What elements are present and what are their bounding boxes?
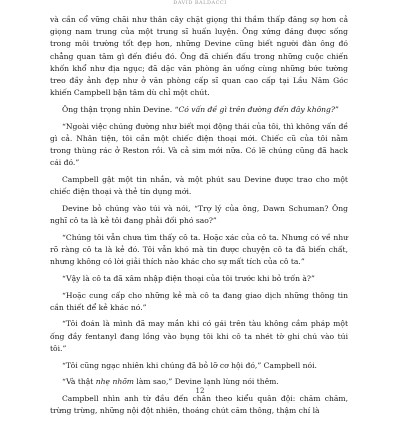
paragraph (50, 121, 348, 170)
paragraph-text: “Ngoài việc chúng đường như biết mọi động thái của tôi, thì không vấn đề gì cả. Nhân tiện, tôi cần một chiếc điện thoại mới. Chiếc cũ của tôi nằm trong thùng rác ở Reston rồi. Và cả sim mới nữa. Có lẽ chúng cũng đã hack cái đó.” (50, 121, 348, 168)
paragraph (50, 393, 348, 417)
paragraph (50, 273, 348, 285)
paragraph (50, 318, 348, 355)
paragraph-text: Campbell nhìn anh từ đầu đến chân theo kiểu quân đội: chăm chăm, trừng trừng, những nội đột nhiên, thoáng chút căm thông, thậm chí là (50, 393, 348, 416)
italic-text: nhẹ nhõm (95, 377, 135, 387)
paragraph-text: làm sao,” Devine lạnh lùng nói thêm. (134, 377, 279, 387)
paragraph-text: “Và thật (62, 377, 96, 387)
paragraph (50, 360, 348, 372)
italic-text: Có vấn đề gì trên đường đến đây không? (178, 104, 335, 114)
running-header: ĐAVID BALDACCI (173, 0, 227, 6)
paragraph (50, 203, 348, 227)
paragraph (50, 14, 348, 99)
paragraph (50, 290, 348, 314)
paragraph-text: “Tôi đoán là mình đã may mắn khi có gái trên tàu không cầm pháp một ống đầy fentanyl đang lồng vào bụng tôi khi cô ta nhét tờ ghi chú vào túi tôi.” (50, 319, 348, 353)
paragraph-text: “Vậy là cô ta đã xâm nhập điện thoại của tôi trước khi bỏ trốn à?” (62, 273, 315, 283)
paragraph-text: “Chúng tôi vẫn chưa tìm thấy cô ta. Hoặc xác của cô ta. Nhưng có về như rõ ràng cô ta là kẻ đó. Tôi vẫn khó mà tin được chuyện cô ta đã biến chất, nhưng không có lời giải thích nào khác cho sự mất tích của cô ta.” (50, 232, 348, 267)
paragraph-text: ” (334, 104, 339, 114)
paragraph-text: Devine bỏ chúng vào túi và nói, “Trợ lý của ông, Dawn Schuman? Ông nghĩ cô ta là kẻ tôi đang phải đối phó sao?” (50, 203, 348, 226)
paragraph-text: “Hoặc cung cấp cho những kẻ mà cô ta đang giao dịch những thông tin cần thiết để kẻ khác nó.” (50, 290, 348, 312)
paragraph (50, 104, 348, 116)
body-text (50, 14, 348, 422)
paragraph-text: Ông thận trọng nhìn Devine. “ (62, 104, 179, 114)
paragraph-text: “Tôi cũng ngạc nhiên khi chúng đã bỏ lỡ cơ hội đó,” Campbell nói. (62, 360, 317, 370)
paragraph (50, 232, 348, 269)
paragraph (50, 174, 348, 198)
paragraph-text: và cần cổ vững chãi như thân cây chặt giọng thi thầm thấp đăng sợ hơn cả giọng nam trung của một trung sĩ huấn luyện. Ông xứng đáng được sống trong môi trường tốt đẹp hơn, những Devine cũng biết người đàn ông đó chẳng quan tâm gì đến điều đó. Ông đã chiến đấu trong những cuộc chiến khốn khổ như địa ngục; đã dặc văn phòng ăn uống cùng những bức tường treo đầy ảnh đẹp như ở văn phòng cấp sĩ quan cao cấp tại Lầu Năm Góc khiến Campbell bận tâm dù chỉ một chút. (50, 15, 348, 98)
paragraph-text: Campbell gật một tin nhắn, và một phút sau Devine được trao cho một chiếc điện thoại và thẻ tín dụng mới. (50, 174, 348, 197)
page-number: 12 (195, 387, 205, 395)
